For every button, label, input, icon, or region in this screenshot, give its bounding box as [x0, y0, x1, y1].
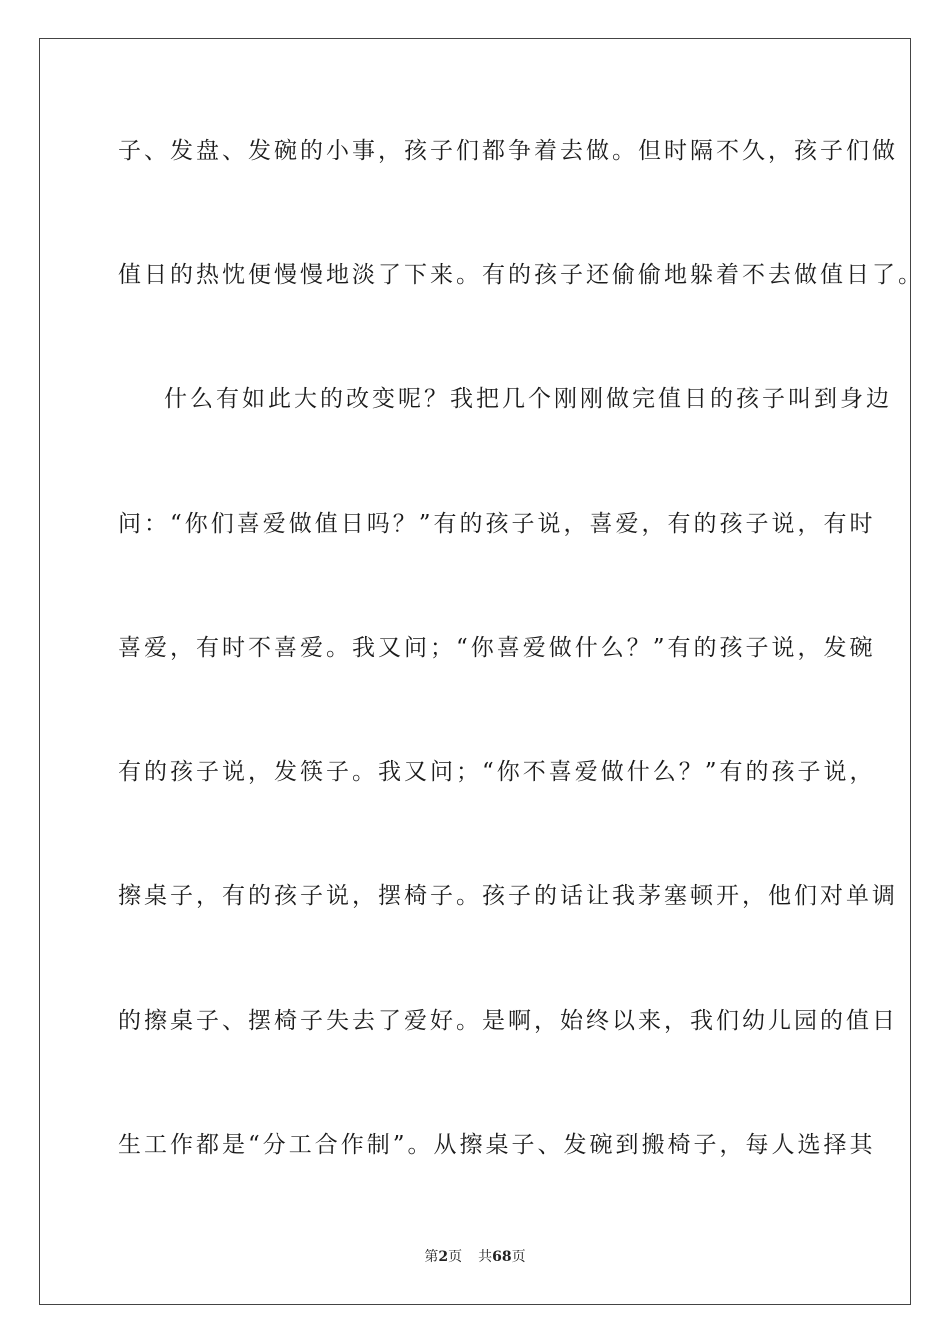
text-line-5: 喜爱，有时不喜爱。我又问；“你喜爱做什么？”有的孩子说，发碗 — [118, 635, 876, 661]
page-footer — [0, 1248, 950, 1266]
page-border — [39, 38, 924, 1305]
total-suffix: 页 — [511, 1249, 526, 1265]
total-prefix: 共 — [478, 1249, 493, 1265]
paragraph-start-line: 什么有如此大的改变呢？我把几个刚刚做完值日的孩子叫到身边 — [164, 386, 892, 412]
text-line-9: 生工作都是“分工合作制”。从擦桌子、发碗到搬椅子，每人选择其 — [118, 1132, 876, 1158]
text-line-4: 问：“你们喜爱做值日吗？”有的孩子说，喜爱，有的孩子说，有时 — [118, 511, 876, 537]
text-line-7: 擦桌子，有的孩子说，摆椅子。孩子的话让我茅塞顿开，他们对单调 — [118, 883, 898, 909]
page-prefix: 第 — [424, 1249, 439, 1265]
total-pages: 68 — [492, 1249, 512, 1265]
page-number: 2 — [438, 1249, 449, 1265]
text-line-2: 值日的热忱便慢慢地淡了下来。有的孩子还偷偷地躲着不去做值日了。 — [118, 262, 924, 288]
text-line-1: 子、发盘、发碗的小事，孩子们都争着去做。但时隔不久，孩子们做 — [118, 138, 898, 164]
text-line-6: 有的孩子说，发筷子。我又问；“你不喜爱做什么？”有的孩子说， — [118, 759, 876, 785]
page-suffix: 页 — [448, 1249, 463, 1265]
text-line-8: 的擦桌子、摆椅子失去了爱好。是啊，始终以来，我们幼儿园的值日 — [118, 1008, 898, 1034]
